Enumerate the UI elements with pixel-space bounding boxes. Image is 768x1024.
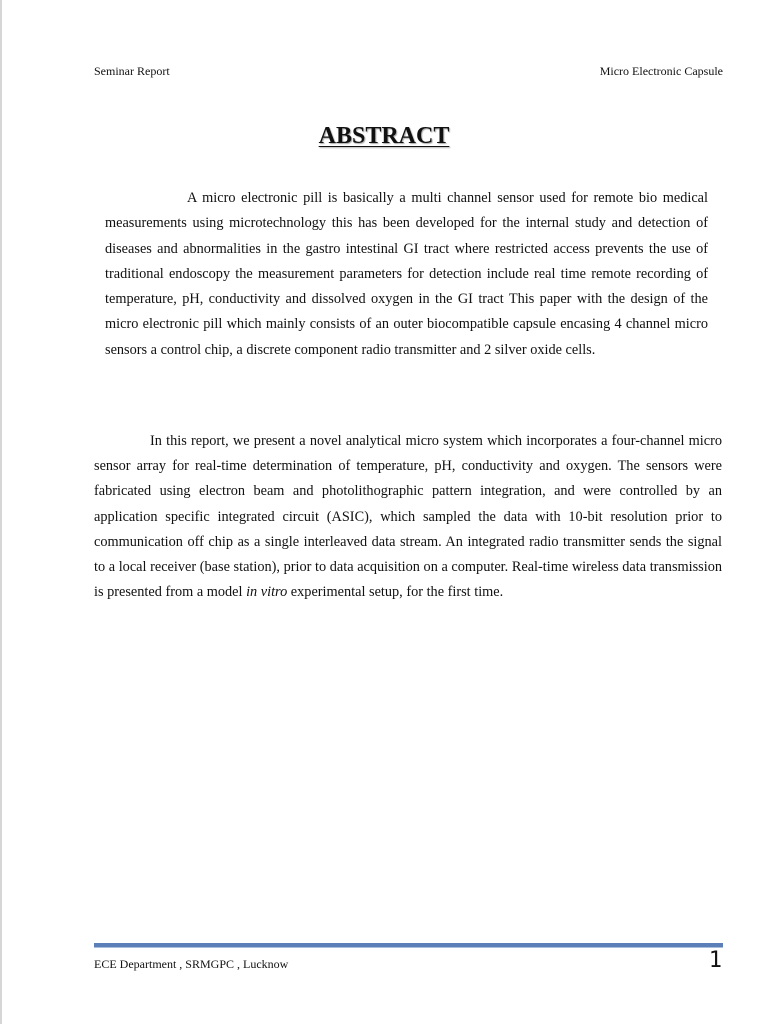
footer-rule-shadow	[94, 947, 723, 948]
page-title: ABSTRACT	[318, 123, 450, 149]
paragraph-2-text-end: experimental setup, for the first time.	[287, 584, 504, 601]
page-number: 1	[708, 948, 722, 973]
paragraph-2-text-start: In this report, we present a novel analytical micro system which incorporates a four-channel micro sensor array for real-time determination of temperature, pH, conductivity and oxygen. The sensors were fabricated using electron beam and photolithographic pattern integration, and were controlled by an application specific integrated circuit (ASIC), which sampled the data with 10-bit resolution prior to communication off chip as a single interleaved data stream. An integrated radio transmitter sends the signal to a local receiver (base station), prior to data acquisition on a computer. Real-time wireless data transmission is presented from a model	[94, 433, 722, 601]
abstract-paragraph-1: A micro electronic pill is basically a multi channel sensor used for remote bio medical measurements using microtechnology this has been developed for the internal study and detection of diseases and abnormalities in the gastro intestinal GI tract where restricted access prevents the use of traditional endoscopy the measurement parameters for detection include real time remote recording of temperature, pH, conductivity and dissolved oxygen in the GI tract This paper with the design of the micro electronic pill which mainly consists of an outer biocompatible capsule encasing 4 channel micro sensors a control chip, a discrete component radio transmitter and 2 silver oxide cells.	[105, 190, 708, 358]
header-right-text: Micro Electronic Capsule	[599, 64, 723, 78]
page-edge	[0, 0, 2, 1024]
footer-department-text: ECE Department , SRMGPC , Lucknow	[94, 957, 289, 971]
header-left-text: Seminar Report	[94, 64, 170, 78]
paragraph-2-italic-text: in vitro	[246, 584, 288, 601]
abstract-paragraph-2	[94, 429, 722, 605]
